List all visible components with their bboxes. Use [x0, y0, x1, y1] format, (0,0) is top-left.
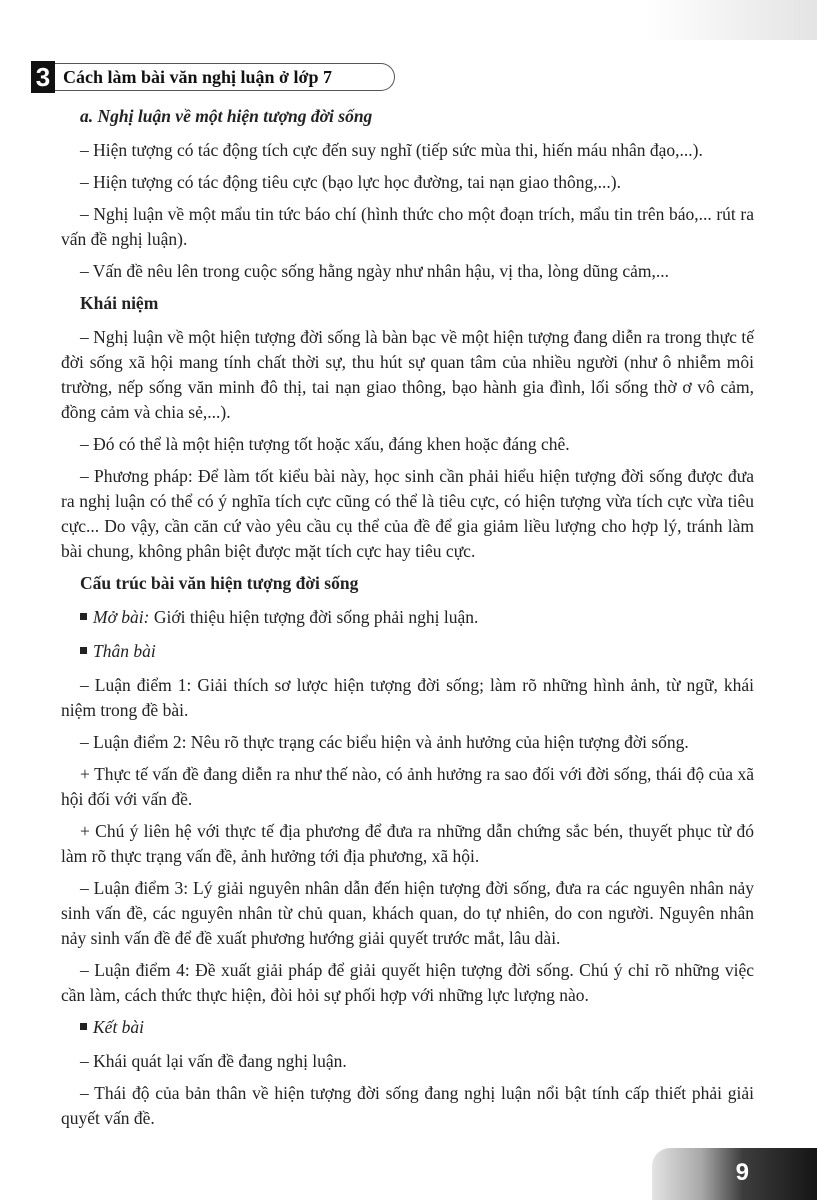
bullet-item [61, 1015, 754, 1040]
section-title: Cách làm bài văn nghị luận ở lớp 7 [63, 67, 333, 87]
bullet-label: Mở bài: [93, 607, 150, 627]
page-edge-shadow [647, 0, 817, 40]
square-bullet-icon [80, 613, 87, 620]
paragraph: – Nghị luận về một mẩu tin tức báo chí (hình thức cho một đoạn trích, mẩu tin trên báo,... rút ra vấn đề nghị luận). [61, 204, 754, 249]
bullet-label: Kết bài [93, 1017, 145, 1037]
paragraph: – Luận điểm 4: Đề xuất giải pháp để giải quyết hiện tượng đời sống. Chú ý chỉ rõ những việc cần làm, cách thức thực hiện, đòi hỏi sự phối hợp với những lực lượng nào. [61, 960, 754, 1005]
paragraph: – Phương pháp: Để làm tốt kiểu bài này, học sinh cần phải hiểu hiện tượng đời sống được đưa ra nghị luận có thể có ý nghĩa tích cực cũng có thể là tiêu cực, có hiện tượng vừa tích cực vừa tiêu cực... Do vậy, cần căn cứ vào yêu cầu cụ thể của đề để gia giảm liều lượng cho hợp lý, tránh làm bài chung, không phân biệt được mặt tích cực hay tiêu cực. [61, 466, 754, 561]
section-title-box [55, 63, 395, 91]
bullet-item [61, 605, 754, 630]
document-body [61, 104, 754, 1138]
paragraph: + Chú ý liên hệ với thực tế địa phương để đưa ra những dẫn chứng sắc bén, thuyết phục từ đó làm rõ thực trạng vấn đề, ảnh hưởng tới địa phương, xã hội. [61, 821, 754, 866]
square-bullet-icon [80, 647, 87, 654]
paragraph: – Luận điểm 2: Nêu rõ thực trạng các biểu hiện và ảnh hưởng của hiện tượng đời sống. [80, 732, 689, 752]
paragraph: – Khái quát lại vấn đề đang nghị luận. [80, 1051, 347, 1071]
heading: Khái niệm [80, 293, 159, 313]
square-bullet-icon [80, 1023, 87, 1030]
paragraph: – Luận điểm 3: Lý giải nguyên nhân dẫn đến hiện tượng đời sống, đưa ra các nguyên nhân nảy sinh vấn đề, các nguyên nhân từ chủ quan, khách quan, do tự nhiên, do con người. Nguyên nhân nảy sinh vấn đề để đề xuất phương hướng giải quyết trước mắt, lâu dài. [61, 878, 754, 948]
heading: Cấu trúc bài văn hiện tượng đời sống [80, 573, 359, 593]
paragraph: + Thực tế vấn đề đang diễn ra như thế nào, có ảnh hưởng ra sao đối với đời sống, thái độ của xã hội đối với vấn đề. [61, 764, 754, 809]
section-header [31, 61, 401, 93]
bullet-label: Thân bài [93, 641, 156, 661]
section-number-badge: 3 [31, 61, 55, 93]
bullet-item [61, 639, 754, 664]
paragraph: – Thái độ của bản thân về hiện tượng đời sống đang nghị luận nổi bật tính cấp thiết phải giải quyết vấn đề. [61, 1083, 754, 1128]
bullet-text: Giới thiệu hiện tượng đời sống phải nghị luận. [149, 607, 479, 627]
page-number: 9 [735, 1159, 749, 1186]
paragraph: – Nghị luận về một hiện tượng đời sống là bàn bạc về một hiện tượng đang diễn ra trong thực tế đời sống xã hội mang tính chất thời sự, thu hút sự quan tâm của nhiều người (như ô nhiễm môi trường, nếp sống văn minh đô thị, tai nạn giao thông, bạo hành gia đình, lối sống thờ ơ vô cảm, đồng cảm và chia sẻ,...). [61, 327, 754, 422]
paragraph: – Luận điểm 1: Giải thích sơ lược hiện tượng đời sống; làm rõ những hình ảnh, từ ngữ, khái niệm trong đề bài. [61, 675, 754, 720]
page-number-tab [652, 1148, 817, 1200]
paragraph: – Hiện tượng có tác động tích cực đến suy nghĩ (tiếp sức mùa thi, hiến máu nhân đạo,...). [80, 140, 703, 160]
paragraph: – Vấn đề nêu lên trong cuộc sống hằng ngày như nhân hậu, vị tha, lòng dũng cảm,... [80, 261, 669, 281]
subsection-heading: a. Nghị luận về một hiện tượng đời sống [80, 106, 373, 126]
paragraph: – Đó có thể là một hiện tượng tốt hoặc xấu, đáng khen hoặc đáng chê. [80, 434, 570, 454]
paragraph: – Hiện tượng có tác động tiêu cực (bạo lực học đường, tai nạn giao thông,...). [80, 172, 621, 192]
